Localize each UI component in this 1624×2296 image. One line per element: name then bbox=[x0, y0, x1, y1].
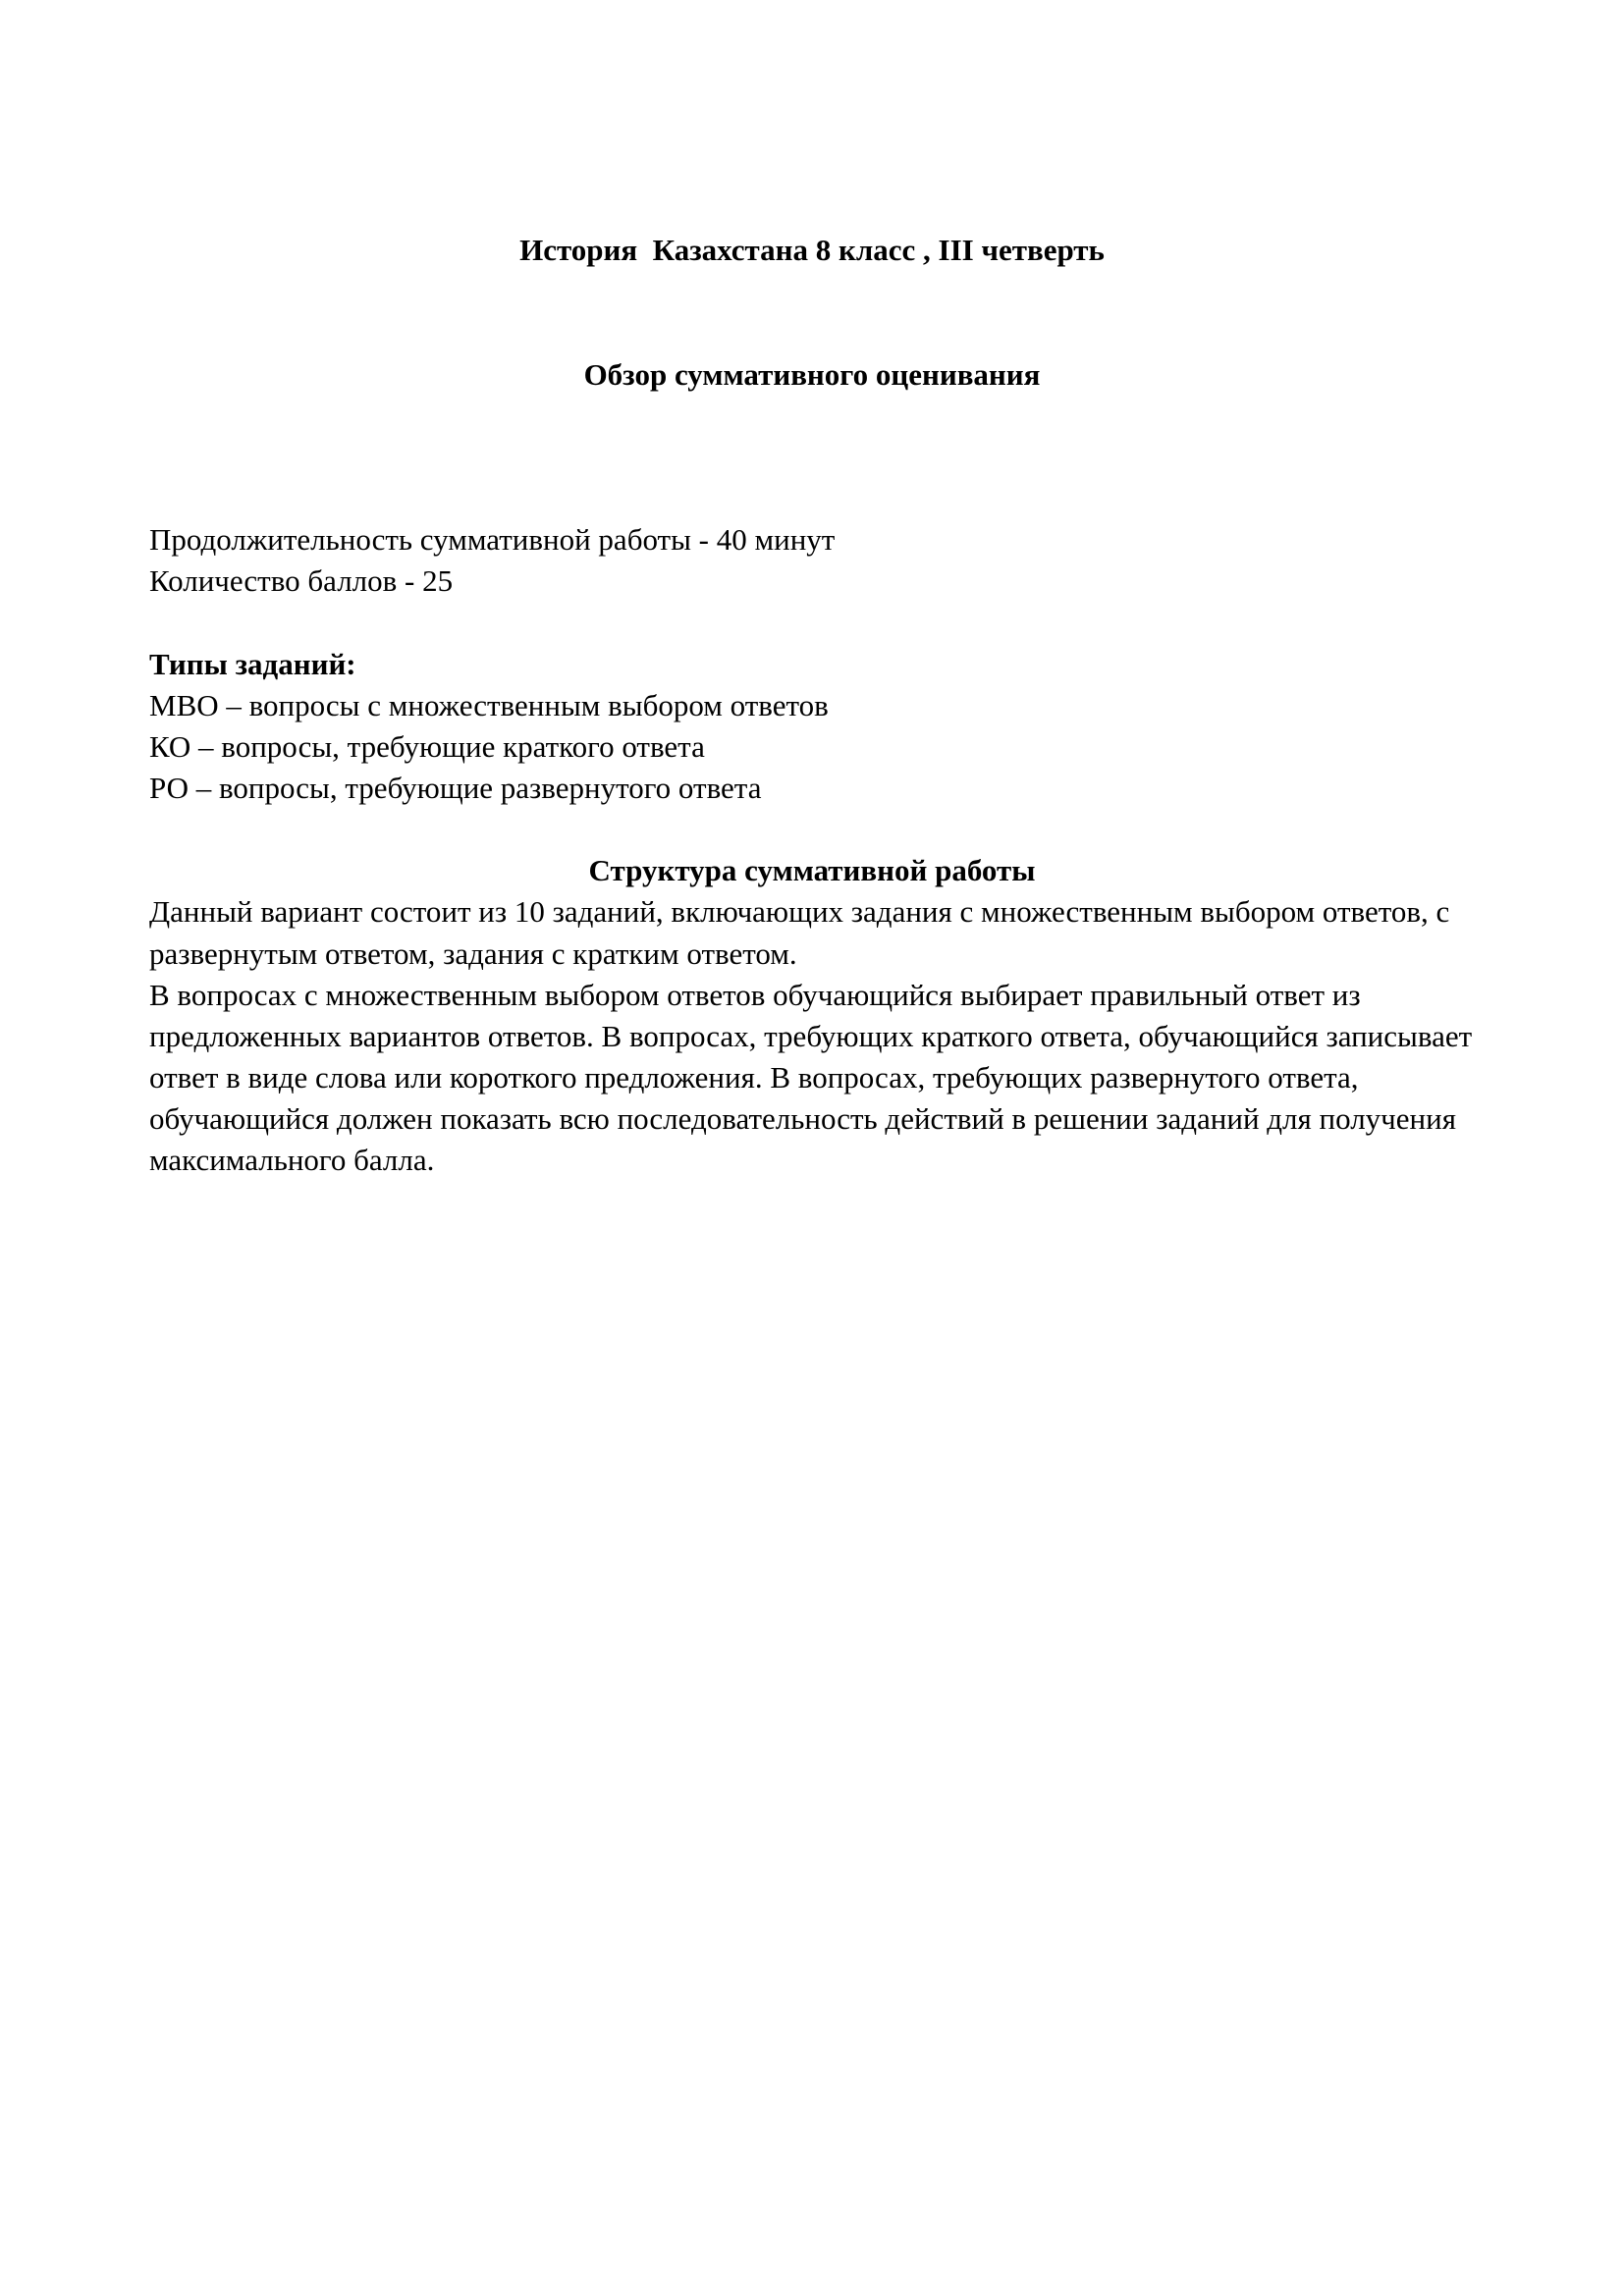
page-title bbox=[149, 147, 1475, 478]
task-type-mvo: МВО – вопросы с множественным выбором ответов bbox=[149, 687, 829, 722]
title-line-subtitle: Обзор суммативного оценивания bbox=[583, 356, 1041, 392]
task-types-heading: Типы заданий: bbox=[149, 646, 356, 681]
task-type-ko: КО – вопросы, требующие краткого ответа bbox=[149, 728, 705, 764]
spacer bbox=[149, 478, 1475, 519]
duration-line: Продолжительность суммативной работы - 40 минут bbox=[149, 522, 836, 558]
structure-paragraph-one: Данный вариант состоит из 10 заданий, включающих задания с множественным выбором ответов, с развернутым ответом, задания с кратким ответом. bbox=[149, 894, 1458, 971]
structure-paragraph-two: В вопросах с множественным выбором ответов обучающийся выбирает правильный ответ из предложенных вариантов ответов. В вопросах, требующих краткого ответа, обучающийся записывает ответ в виде слова или короткого предложения. В вопросах, требующих развернутого ответа, обучающийся должен показать всю последовательность действий в решении заданий для получения максимального балла. bbox=[149, 977, 1480, 1178]
task-type-ro: РО – вопросы, требующие развернутого ответа bbox=[149, 771, 762, 806]
points-line: Количество баллов - 25 bbox=[149, 563, 454, 599]
spacer bbox=[149, 809, 1475, 850]
document-body bbox=[149, 147, 1480, 1181]
structure-heading: Структура суммативной работы bbox=[588, 853, 1036, 888]
title-line-subject: История Казахстана 8 класс , III четверть bbox=[519, 233, 1105, 268]
spacer bbox=[149, 603, 1475, 644]
